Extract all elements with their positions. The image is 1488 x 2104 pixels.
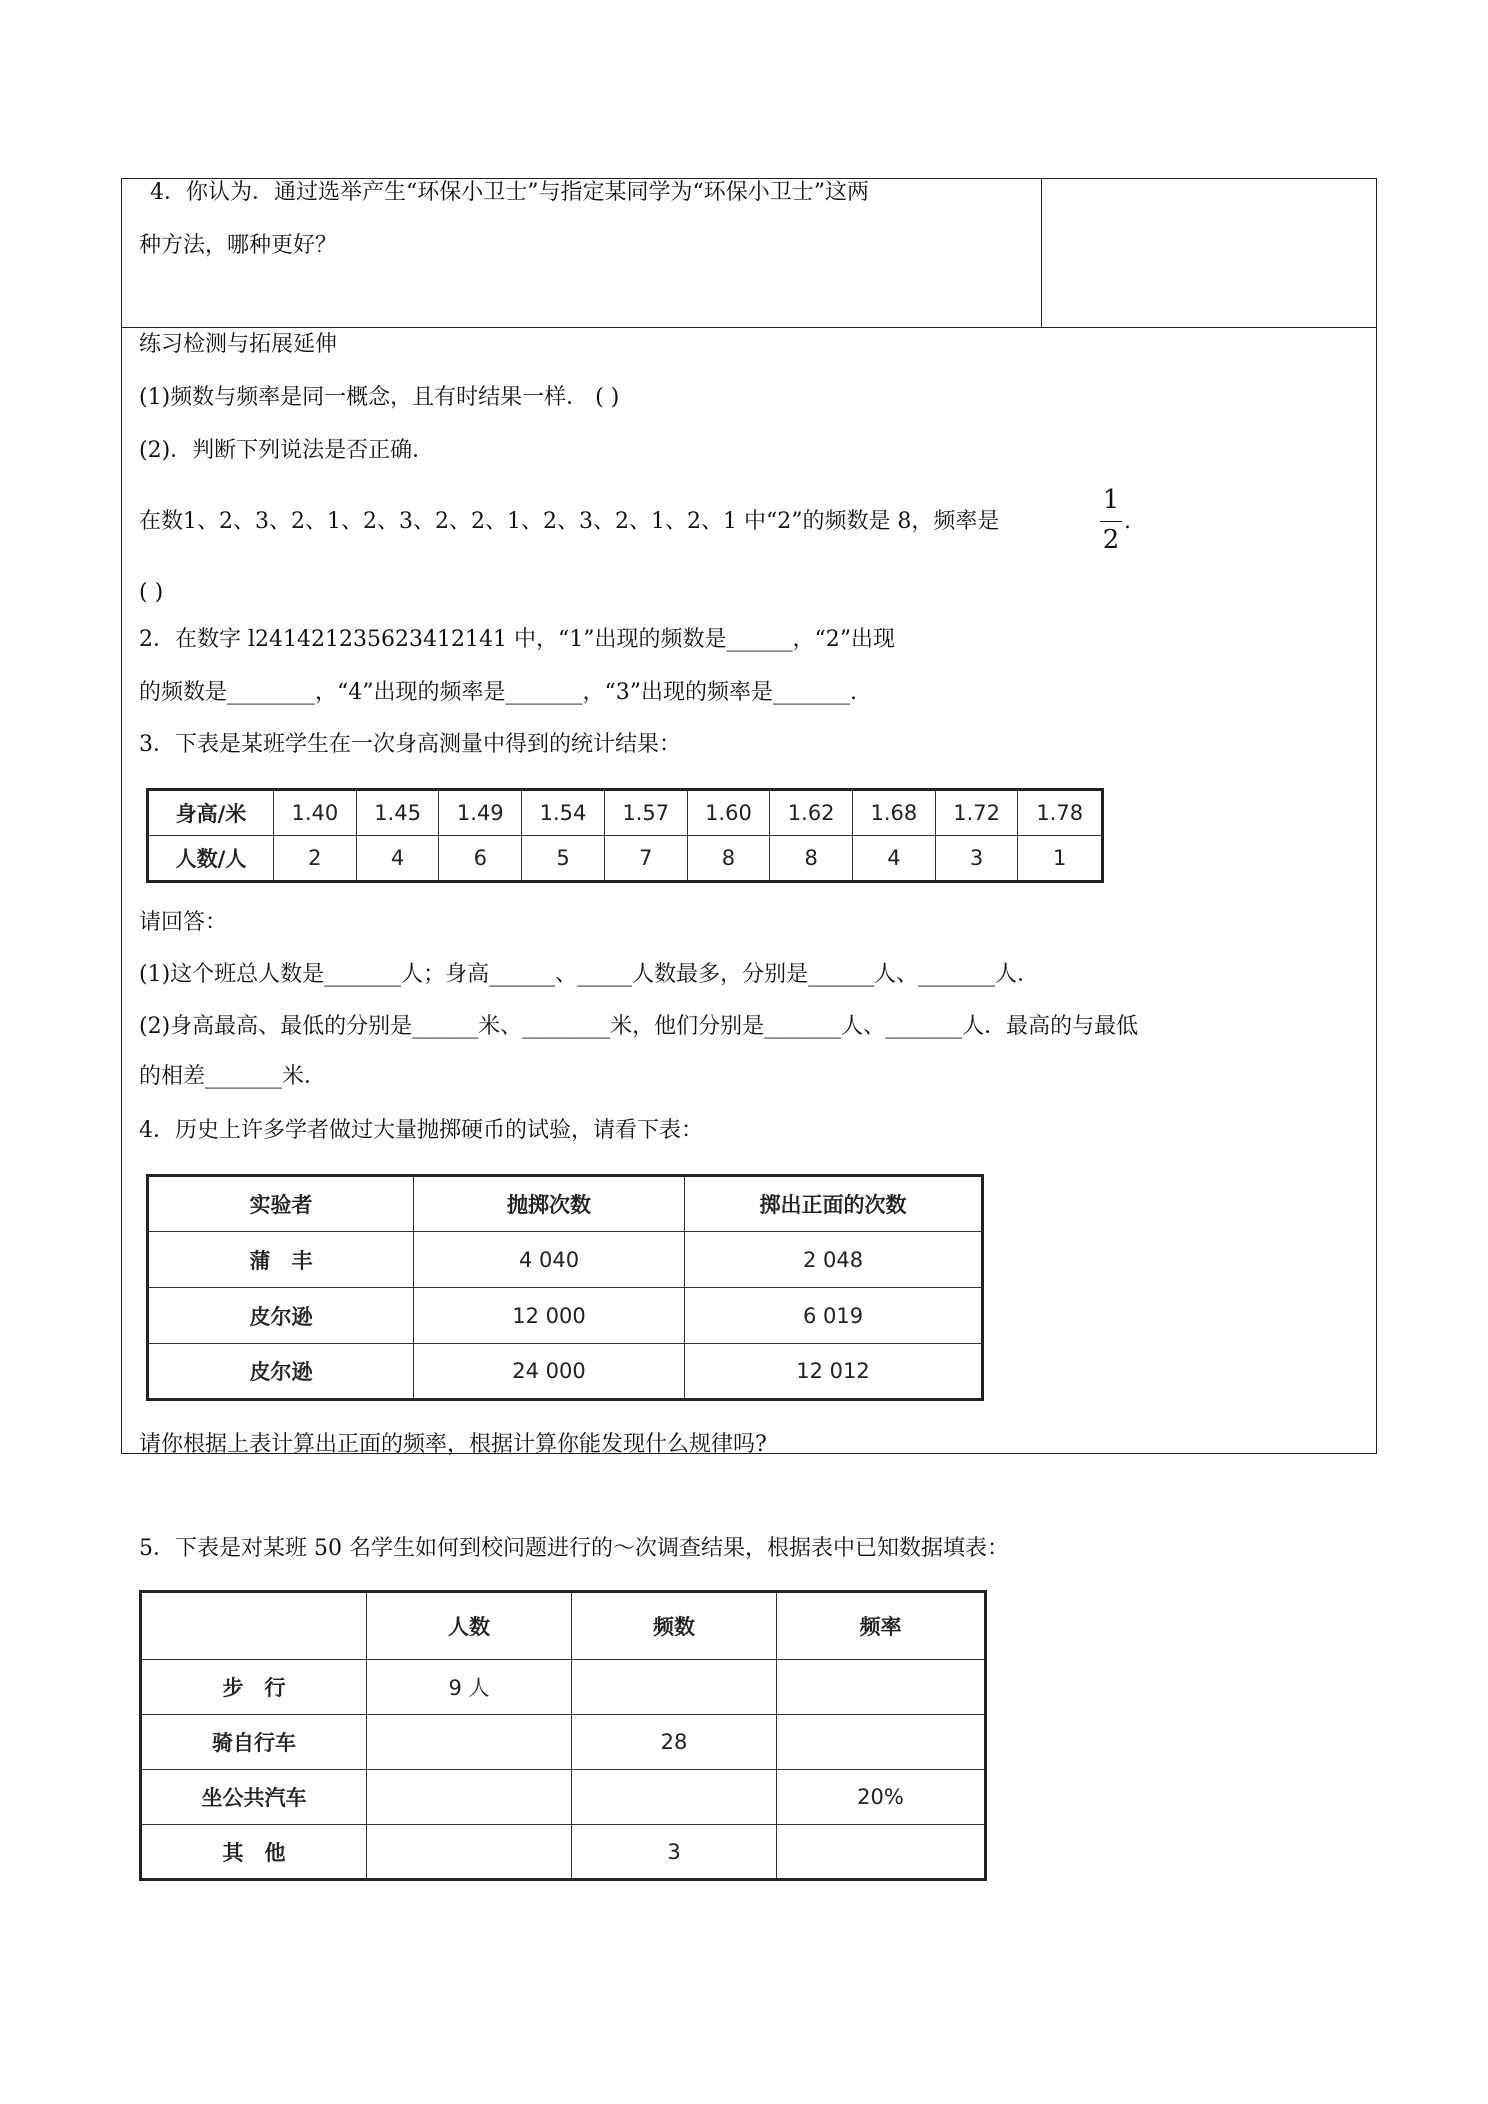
fraction-denominator: 2	[1102, 525, 1120, 555]
table-cell: 8	[687, 836, 770, 882]
table-cell: 1.68	[853, 790, 936, 836]
item-p14: 5．下表是对某班 50 名学生如何到校问题进行的～次调查结果，根据表中已知数据填表：	[139, 1536, 1009, 1561]
table-row	[148, 790, 1103, 836]
school-table	[139, 1590, 987, 1881]
table-cell: 2 048	[685, 1232, 983, 1288]
table-cell: 蒲 丰	[148, 1232, 414, 1288]
fraction-bar	[1100, 521, 1122, 522]
table-header-row	[141, 1592, 986, 1660]
table-cell: 其 他	[141, 1825, 367, 1880]
table-cell: 24 000	[414, 1344, 685, 1400]
item-p7: 3．下表是某班学生在一次身高测量中得到的统计结果：	[139, 732, 681, 757]
column-header: 人数	[367, 1592, 572, 1660]
table-cell: 1.45	[356, 790, 439, 836]
table-cell	[572, 1660, 777, 1715]
table-cell: 1	[1018, 836, 1103, 882]
column-header: 抛掷次数	[414, 1176, 685, 1232]
table-cell: 1.72	[935, 790, 1018, 836]
table-cell: 1.49	[439, 790, 522, 836]
table-cell: 皮尔逊	[148, 1288, 414, 1344]
table-cell: 1.54	[522, 790, 605, 836]
row-label: 身高/米	[148, 790, 274, 836]
table-cell: 3	[572, 1825, 777, 1880]
table-cell: 12 012	[685, 1344, 983, 1400]
column-header: 频率	[777, 1592, 986, 1660]
table-cell	[367, 1770, 572, 1825]
table-header-row	[148, 1176, 983, 1232]
column-header: 实验者	[148, 1176, 414, 1232]
item-p1: (1)频数与频率是同一概念，且有时结果一样． ( )	[139, 385, 620, 410]
table-cell: 8	[770, 836, 853, 882]
table-cell: 28	[572, 1715, 777, 1770]
table-cell: 20%	[777, 1770, 986, 1825]
table-row	[141, 1770, 986, 1825]
row-label: 人数/人	[148, 836, 274, 882]
table-cell: 6 019	[685, 1288, 983, 1344]
item-p9: (1)这个班总人数是_______人；身高______、_____人数最多，分别是______人、_______人．	[139, 962, 1040, 987]
table-cell: 1.40	[274, 790, 357, 836]
column-header: 频数	[572, 1592, 777, 1660]
table-row	[141, 1660, 986, 1715]
table-cell: 4	[356, 836, 439, 882]
table-cell: 1.60	[687, 790, 770, 836]
column-divider	[1041, 179, 1042, 327]
table-row	[141, 1825, 986, 1880]
table-cell: 3	[935, 836, 1018, 882]
item-p13: 请你根据上表计算出正面的频率，根据计算你能发现什么规律吗?	[139, 1432, 767, 1457]
item-p12: 4．历史上许多学者做过大量抛掷硬币的试验，请看下表：	[139, 1118, 703, 1143]
item-p3-end: .	[1124, 509, 1131, 534]
column-header	[141, 1592, 367, 1660]
column-header: 掷出正面的次数	[685, 1176, 983, 1232]
table-row	[141, 1715, 986, 1770]
table-row	[148, 836, 1103, 882]
height-table	[146, 788, 1104, 883]
item-p5: 2．在数字 l241421235623412141 中，“1”出现的频数是______，“2”出现	[139, 627, 895, 652]
item-p3: 在数1、2、3、2、1、2、3、2、2、1、2、3、2、1、2、1 中“2”的频数是 8，频率是	[139, 509, 1000, 534]
table-cell: 1.78	[1018, 790, 1103, 836]
table-cell: 骑自行车	[141, 1715, 367, 1770]
item-p4: ( )	[139, 580, 164, 605]
table-row	[148, 1288, 983, 1344]
table-cell	[367, 1825, 572, 1880]
table-cell: 4	[853, 836, 936, 882]
table-cell: 步 行	[141, 1660, 367, 1715]
q4-line2: 种方法，哪种更好？	[139, 233, 338, 258]
table-row	[148, 1232, 983, 1288]
table-cell: 1.57	[604, 790, 687, 836]
table-cell: 9 人	[367, 1660, 572, 1715]
table-cell	[777, 1715, 986, 1770]
table-cell: 2	[274, 836, 357, 882]
table-cell: 5	[522, 836, 605, 882]
table-cell: 4 040	[414, 1232, 685, 1288]
item-p8: 请回答：	[139, 910, 228, 935]
section-title: 练习检测与拓展延伸	[139, 332, 338, 357]
table-cell: 坐公共汽车	[141, 1770, 367, 1825]
item-p11: 的相差_______米．	[139, 1064, 327, 1089]
table-cell	[777, 1660, 986, 1715]
table-cell: 皮尔逊	[148, 1344, 414, 1400]
table-cell: 1.62	[770, 790, 853, 836]
item-p2: (2)．判断下列说法是否正确．	[139, 438, 435, 463]
table-cell	[777, 1825, 986, 1880]
item-p6: 的频数是________，“4”出现的频率是_______，“3”出现的频率是_______.	[139, 680, 857, 705]
table-cell	[572, 1770, 777, 1825]
table-cell: 6	[439, 836, 522, 882]
item-p10: (2)身高最高、最低的分别是______米、________米，他们分别是_______人、_______人．最高的与最低	[139, 1014, 1139, 1039]
table-cell	[367, 1715, 572, 1770]
table-cell: 7	[604, 836, 687, 882]
q4-line1: 4．你认为．通过选举产生“环保小卫士”与指定某同学为“环保小卫士”这两	[150, 180, 869, 205]
fraction-numerator: 1	[1102, 485, 1120, 515]
table-row	[148, 1344, 983, 1400]
coin-table	[146, 1174, 984, 1401]
table-cell: 12 000	[414, 1288, 685, 1344]
fraction-one-half	[1100, 485, 1122, 565]
